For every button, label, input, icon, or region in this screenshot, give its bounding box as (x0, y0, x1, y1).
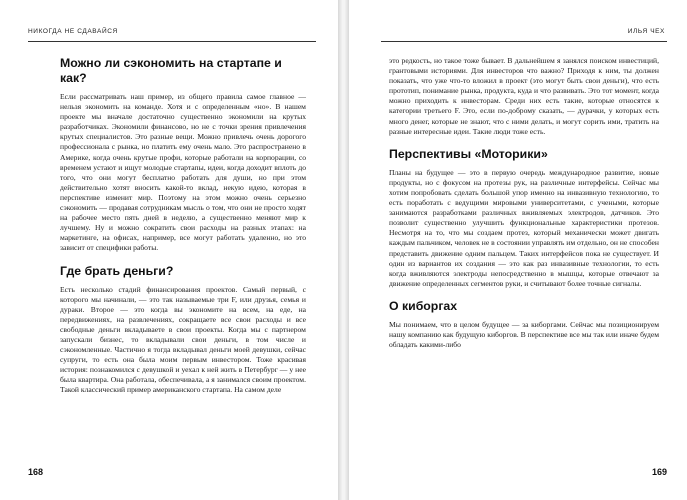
left-page (0, 0, 338, 500)
right-page (349, 0, 687, 500)
section-heading: Можно ли сэкономить на стартапе и как? (60, 56, 282, 85)
section-body: Планы на будущее — это в первую очередь международное развитие, новые продукты, но с фокусом на протезы рук, на различные интерфейсы. Сейчас мы хотим попробовать сделать большой упор именно на инвазивную технологию, то есть поработать с ведущими мировыми университетами, с учеными, которые занимаются разработками различных вживляемых электродов, датчиков. Это позволит существенно улучшить функциональные характеристики протезов. Несмотря на то, что мы создаем протез, который механически может двигать каждым пальчиком, человек не в состоянии управлять им отдельно, он не способен представить движение одним пальцем. Таких интерфейсов пока не существует. И один из вариантов их создания — это как раз инвазивные технологии, то есть когда вживляются электроды непосредственно в мышцы, которые отвечают за движение определенных сегментов руки, и считывают более точные сигналы. (389, 167, 659, 288)
right-page-content (389, 56, 659, 350)
book-gutter (338, 0, 349, 500)
section-heading: Где брать деньги? (60, 263, 174, 278)
page-number: 169 (651, 467, 667, 477)
section-body: Есть несколько стадий финансирования проектов. Самый первый, с которого мы начинали, — это так называемые три F, или друзья, семья и дураки. Второе — это когда вы экономите на всем, на еде, на передвижениях, на развлечениях, сокращаете все свои расходы и все свободные деньги вкладываете в свои проекты. Когда мы с партнером запускали бизнес, то вкладывали свои деньги, в том числе и сэкономленные. Частично я тогда вкладывал деньги моей девушки, сейчас супруги, то есть она была моим первым инвестором. Тоже красивая история: познакомился с девушкой и уехал к ней жить в Петербург — у нее была квартира. Она работала, обеспечивала, а я занимался своим проектом. Такой классический пример американского стартапа. На самом деле (60, 284, 306, 395)
running-head: НИКОГДА НЕ СДАВАЙСЯ (28, 28, 118, 35)
continued-paragraph: это редкость, но такое тоже бывает. В дальнейшем я занялся поиском инвестиций, грантовыми историями. Для инвесторов что важно? Приходя к ним, ты должен показать, что уже что-то вложил в проект (это могут быть свои деньги), что есть прототип, понимание рынка, продукта, куда и что развивать. Это тот момент, когда можно приходить к инвесторам. Среди них есть такие, которые относятся к категории третьего F. Это, если по-доброму сказать, — дурачки, у которых есть много денег, которые не знают, что с ними делать, и могут сорить ими, тратить на разные интересные идеи. Такие люди тоже есть. (389, 56, 659, 136)
header-rule (28, 41, 316, 42)
running-head: ИЛЬЯ ЧЕХ (627, 28, 665, 35)
section-body: Если рассматривать наш пример, из общего правила самое главное — нельзя экономить на команде. Хотя и с определенным «но». В нашем проекте мы вначале достаточно существенно экономили на крутых разработчиках. Экономили финансово, но не с точки зрения привлечения крутых специалистов. Это разные вещи. Можно привлечь очень дорогого профессионала с рынка, но платить ему очень мало. Это распространено в Америке, когда очень крутые профи, которые работали на корпорации, со временем устают и ищут молодые стартапы, идеи, когда доходит вплоть до того, что они могут бесплатно работать для души, но при этом действительно хотят вносить какой-то вклад, некую идею, которая в перспективе изменит мир. Поэтому на этом можно очень серьезно сэкономить — продавая сотрудникам мысль о том, что они не просто ходят на рабочее место пять дней в неделю, а существенно меняют мир к лучшему. Ну и можно сократить свои расходы на разных этапах: на маркетинге, на офисах, например, все могут работать удаленно, но это зависит от специфики работы. (60, 92, 306, 253)
page-number: 168 (28, 467, 44, 477)
section-heading: Перспективы «Моторики» (389, 146, 548, 161)
section-heading: О киборгах (389, 298, 458, 313)
left-page-content (60, 56, 306, 396)
section-body: Мы понимаем, что в целом будущее — за киборгами. Сейчас мы позиционируем нашу компанию как будущую киборгов. В перспективе все мы так или иначе будем обладать какими-либо (389, 319, 659, 350)
header-rule (381, 41, 667, 42)
